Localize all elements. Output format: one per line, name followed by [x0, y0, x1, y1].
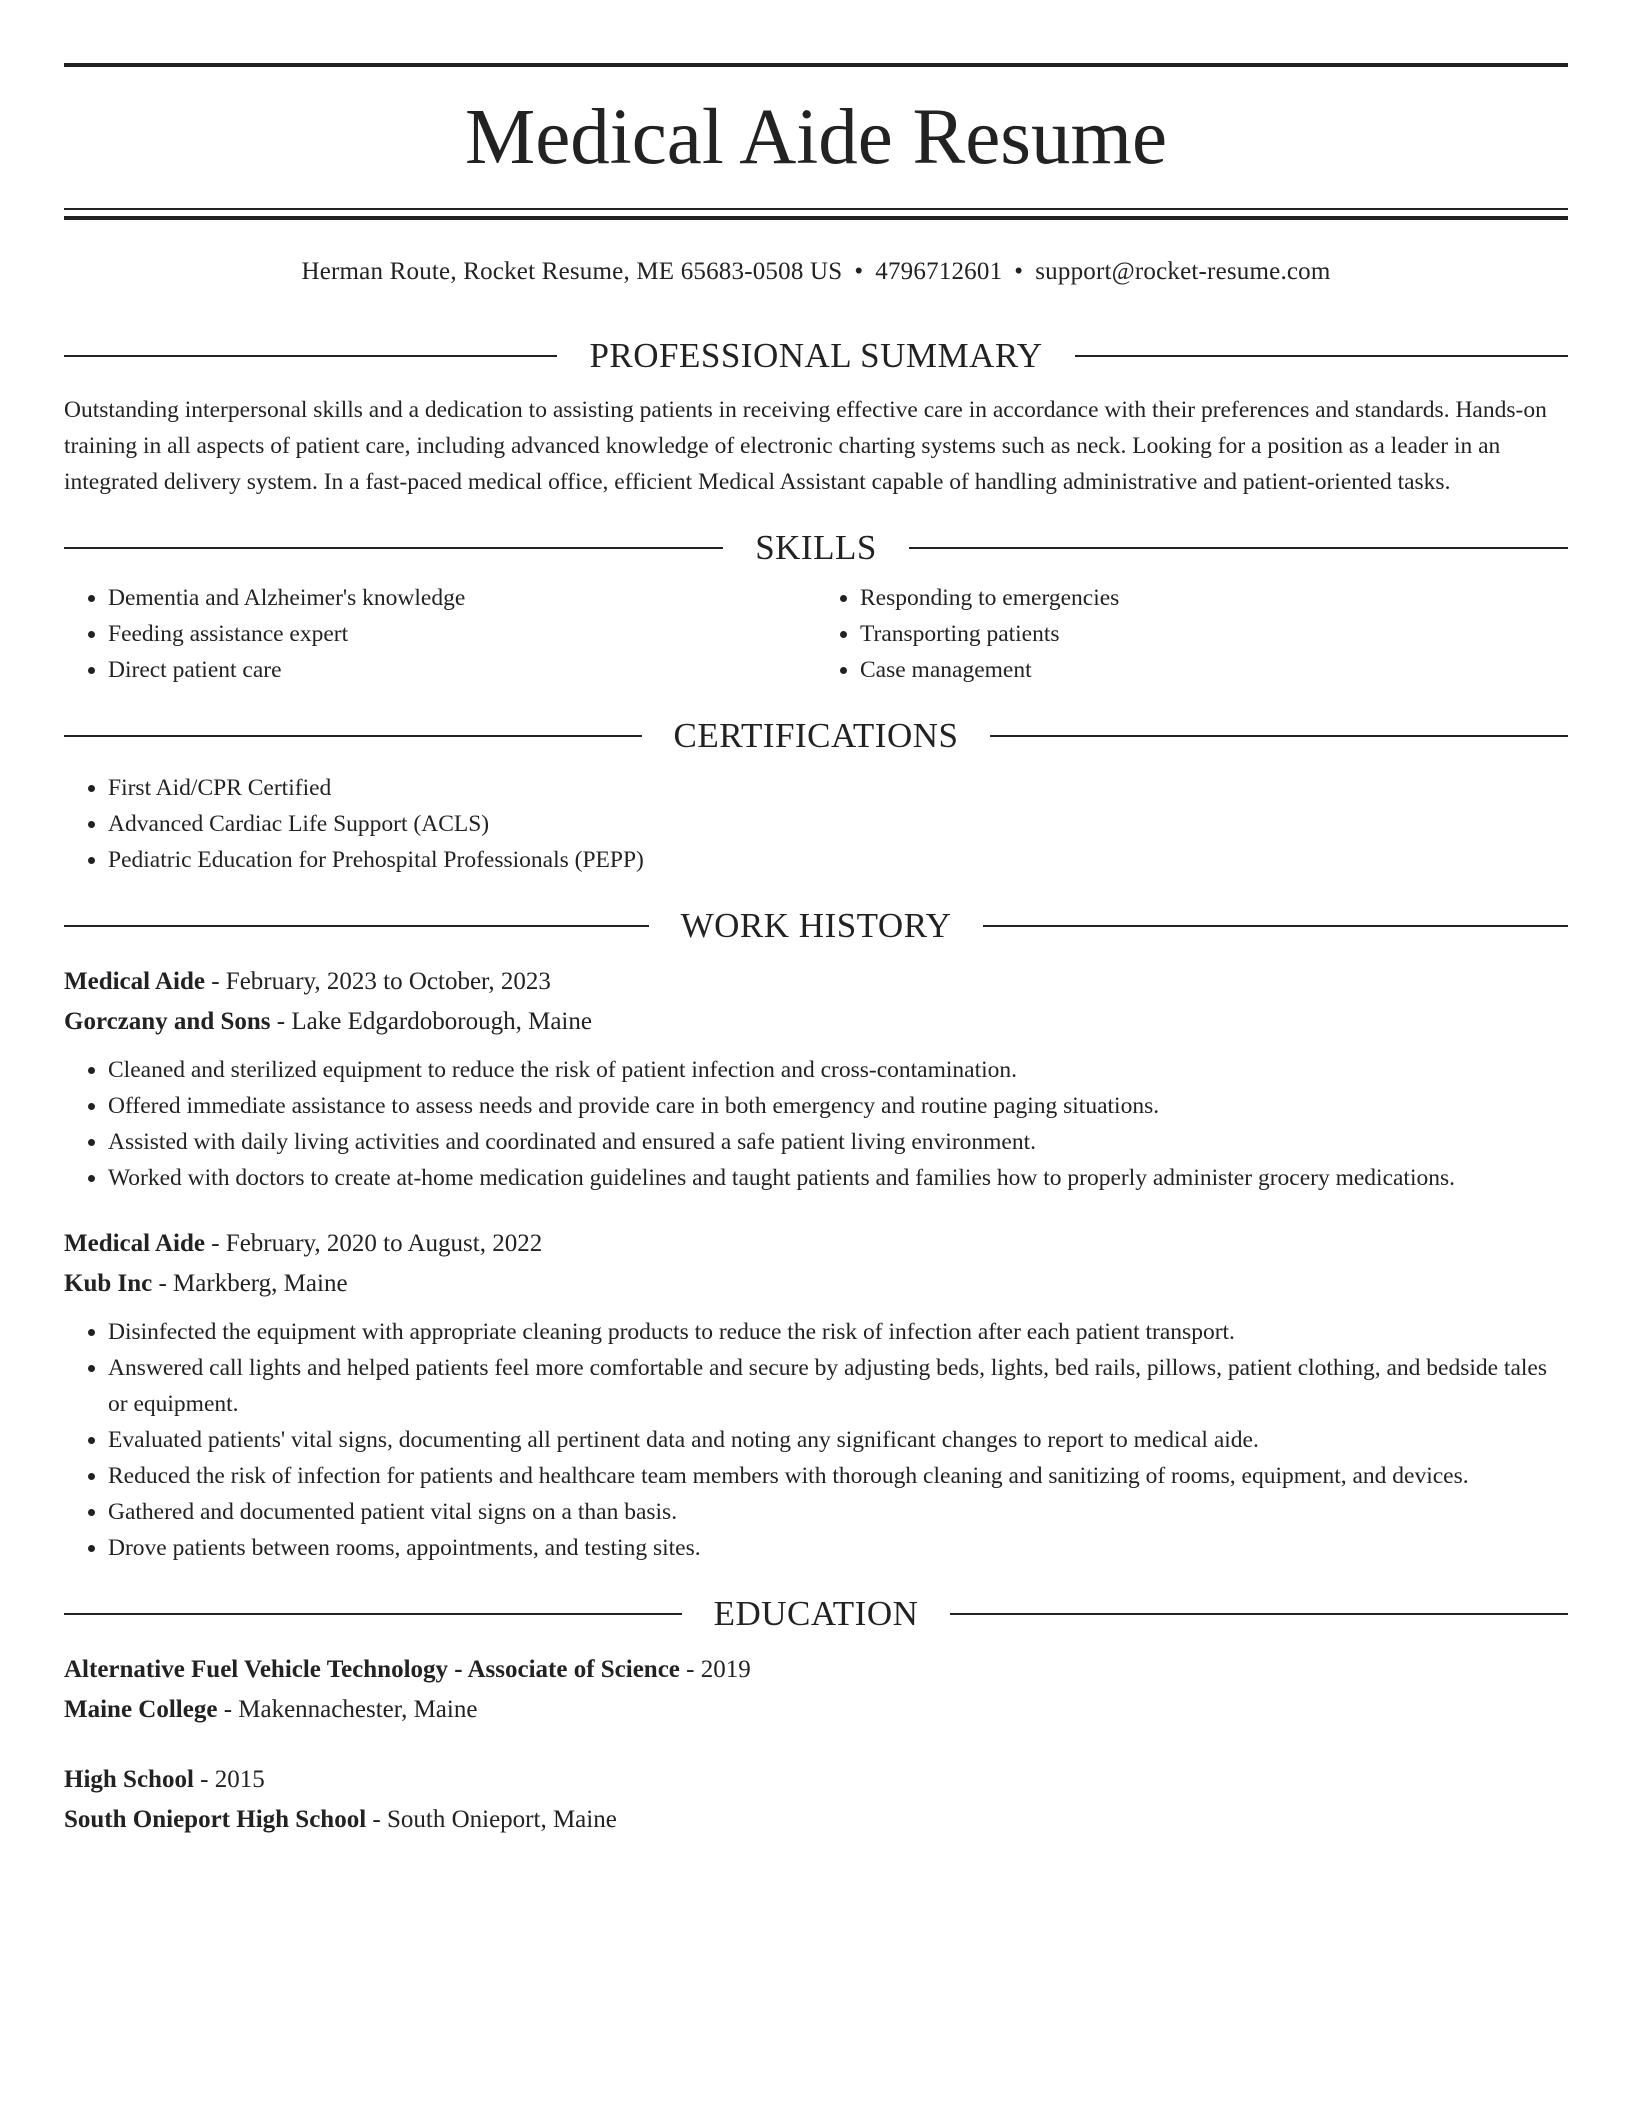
section-title-work-history: WORK HISTORY — [680, 906, 952, 945]
contact-email: support@rocket-resume.com — [1035, 258, 1331, 285]
certifications-list — [64, 770, 1568, 878]
job-title-line — [64, 1224, 1568, 1264]
skill-item: • Responding to emergencies — [860, 580, 1568, 616]
job-company: Kub Inc — [64, 1270, 153, 1297]
education-degree-line — [64, 1650, 1568, 1690]
title-rule-thick — [64, 216, 1568, 220]
header-rule — [64, 547, 723, 549]
contact-separator: • — [1014, 258, 1024, 285]
job-bullet: • Reduced the risk of infection for patients and healthcare team members with thorough cleaning and sanitizing of rooms, equipment, and devices. — [108, 1458, 1568, 1494]
contact-address: Herman Route, Rocket Resume, ME 65683-0508 US — [301, 258, 843, 285]
job-bullet: • Assisted with daily living activities and coordinated and ensured a safe patient living environment. — [108, 1124, 1568, 1160]
job-location: - Lake Edgardoborough, Maine — [270, 1008, 592, 1035]
resume-content — [64, 330, 1568, 1840]
header-rule — [64, 735, 642, 737]
header-rule — [1075, 355, 1568, 357]
header-rule — [64, 355, 557, 357]
education-degree-line — [64, 1760, 1568, 1800]
job-title: Medical Aide — [64, 968, 205, 995]
contact-line — [64, 252, 1568, 292]
section-header-certifications — [64, 710, 1568, 762]
section-header-education — [64, 1588, 1568, 1640]
certification-item: • Advanced Cardiac Life Support (ACLS) — [108, 806, 1568, 842]
skill-item: • Case management — [860, 652, 1568, 688]
header-rule — [909, 547, 1568, 549]
education-year: - 2019 — [679, 1656, 751, 1683]
job-bullet: • Answered call lights and helped patients feel more comfortable and secure by adjusting beds, lights, bed rails, pillows, patient clothing, and bedside tales or equipment. — [108, 1350, 1568, 1422]
section-header-work-history — [64, 900, 1568, 952]
job-bullet: • Worked with doctors to create at-home medication guidelines and taught patients and families how to properly administer grocery medications. — [108, 1160, 1568, 1196]
job-bullet: • Cleaned and sterilized equipment to reduce the risk of patient infection and cross-contamination. — [108, 1052, 1568, 1088]
education-degree: High School — [64, 1766, 194, 1793]
header-rule — [950, 1613, 1568, 1615]
title-rule-thin — [64, 208, 1568, 210]
education-school-line — [64, 1690, 1568, 1730]
job-bullet: • Disinfected the equipment with appropriate cleaning products to reduce the risk of infection after each patient transport. — [108, 1314, 1568, 1350]
header-rule — [990, 735, 1568, 737]
education-entry — [64, 1760, 1568, 1840]
skills-column-right — [816, 580, 1568, 688]
job-entry — [64, 962, 1568, 1196]
contact-separator: • — [854, 258, 864, 285]
job-bullet: • Evaluated patients' vital signs, documenting all pertinent data and noting any significant changes to report to medical aide. — [108, 1422, 1568, 1458]
job-title-line — [64, 962, 1568, 1002]
top-rule — [64, 63, 1568, 67]
job-bullets — [64, 1052, 1568, 1196]
contact-phone: 4796712601 — [875, 258, 1003, 285]
skill-item: • Feeding assistance expert — [108, 616, 816, 652]
education-location: - South Onieport, Maine — [366, 1806, 617, 1833]
section-title-certifications: CERTIFICATIONS — [673, 716, 959, 755]
skill-item: • Transporting patients — [860, 616, 1568, 652]
job-dates: - February, 2023 to October, 2023 — [204, 968, 551, 995]
skills-column-left — [64, 580, 816, 688]
education-school-line — [64, 1800, 1568, 1840]
education-degree: Alternative Fuel Vehicle Technology - Associate of Science — [64, 1656, 680, 1683]
section-title-education: EDUCATION — [713, 1594, 919, 1633]
job-bullet: • Gathered and documented patient vital signs on a than basis. — [108, 1494, 1568, 1530]
certification-item: • First Aid/CPR Certified — [108, 770, 1568, 806]
education-year: - 2015 — [193, 1766, 265, 1793]
job-company-line — [64, 1002, 1568, 1042]
summary-text: Outstanding interpersonal skills and a dedication to assisting patients in receiving effective care in accordance with their preferences and standards. Hands-on training in all aspects of patient care, including advanced knowledge of electronic charting systems such as neck. Looking for a position as a leader in an integrated delivery system. In a fast-paced medical office, efficient Medical Assistant capable of handling administrative and patient-oriented tasks. — [64, 397, 1547, 495]
education-location: - Makennachester, Maine — [217, 1696, 478, 1723]
section-header-skills — [64, 522, 1568, 574]
header-rule — [64, 925, 649, 927]
section-title-summary: PROFESSIONAL SUMMARY — [589, 336, 1043, 375]
job-bullet: • Offered immediate assistance to assess needs and provide care in both emergency and routine paging situations. — [108, 1088, 1568, 1124]
section-title-skills: SKILLS — [755, 528, 877, 567]
work-history — [64, 962, 1568, 1566]
education-school: Maine College — [64, 1696, 218, 1723]
job-dates: - February, 2020 to August, 2022 — [204, 1230, 543, 1257]
section-header-summary — [64, 330, 1568, 382]
job-company: Gorczany and Sons — [64, 1008, 271, 1035]
job-entry — [64, 1224, 1568, 1566]
skill-item: • Dementia and Alzheimer's knowledge — [108, 580, 816, 616]
job-title: Medical Aide — [64, 1230, 205, 1257]
education-entry — [64, 1650, 1568, 1730]
resume-title: Medical Aide Resume — [464, 94, 1168, 181]
job-bullet: • Drove patients between rooms, appointments, and testing sites. — [108, 1530, 1568, 1566]
job-bullets — [64, 1314, 1568, 1566]
skills-list — [64, 580, 1568, 688]
education-school: South Onieport High School — [64, 1806, 367, 1833]
header-rule — [64, 1613, 682, 1615]
job-location: - Markberg, Maine — [152, 1270, 348, 1297]
skill-item: • Direct patient care — [108, 652, 816, 688]
header-rule — [983, 925, 1568, 927]
certification-item: • Pediatric Education for Prehospital Professionals (PEPP) — [108, 842, 1568, 878]
job-company-line — [64, 1264, 1568, 1304]
